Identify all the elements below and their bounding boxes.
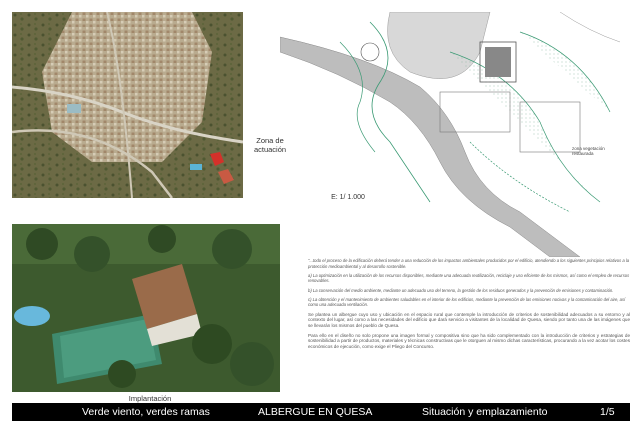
footer-motto: Verde viento, verdes ramas xyxy=(82,406,210,418)
scale-label: E: 1/ 1.000 xyxy=(331,194,365,201)
footer-section: Situación y emplazamiento xyxy=(422,406,548,418)
memo-item-c: c) La obtención y el mantenimiento de ambientes saludables en el interior de los edificios, mediante la prevención de las emisiones nocivas y la contaminación del aire, así como una adecuada ventilación. xyxy=(308,296,626,308)
plan-note: zona vegetación restaurada xyxy=(572,146,605,156)
memo-paragraph-2: Para ello en el diseño no solo propone una imagen formal y compositiva sino que ha sido complementado con la introducción de criterios y estrategias de sostenibilidad a partir de productos, materiales y técnicas constructivas que le otorguen al mismo dichas características, procurando a la vez acotar los costes económicos de ejecución, como exige el Pliego del Concurso. xyxy=(308,332,630,350)
zona-label: Zona de actuación xyxy=(253,136,287,154)
footer-bar xyxy=(12,403,630,421)
implantation-photo xyxy=(12,224,280,392)
memo-text xyxy=(308,258,630,354)
aerial-photo xyxy=(12,12,243,198)
site-plan xyxy=(280,12,630,257)
footer-project: ALBERGUE EN QUESA xyxy=(258,406,373,418)
memo-item-a: a) La optimización en la utilización de los recursos disponibles, mediante una adecuada reutilización, reciclaje y uso eficiente de los mismos, así como el empleo de recursos renovables. xyxy=(308,272,630,284)
footer-page: 1/5 xyxy=(600,406,615,418)
memo-intro: "...todo el proceso de la edificación deberá tender a una reducción de los impactos ambientales producidos por el edificio, atendiendo a los siguientes principios relativos a la protección medioambiental y al desarrollo sostenible. xyxy=(308,258,630,269)
memo-paragraph-1: Se plantea un albergue cuyo uso y ubicación en el espacio rural que contemple la introducción de criterios de sostenibilidad adecuados a su entorno y al contexto del lugar, así como a las necesidades del edificio que dará servicio a visitantes de la localidad de Quesa, siendo por tanto una de las imágenes que se llevarán los mismos del pueblo de Quesa. xyxy=(308,311,630,329)
implantacion-label: Implantación xyxy=(128,394,172,403)
memo-item-b: b) La conservación del medio ambiente, mediante un adecuado uso del terreno, la gestión de los residuos generados y la prevención de emisiones y contaminación. xyxy=(308,287,614,293)
